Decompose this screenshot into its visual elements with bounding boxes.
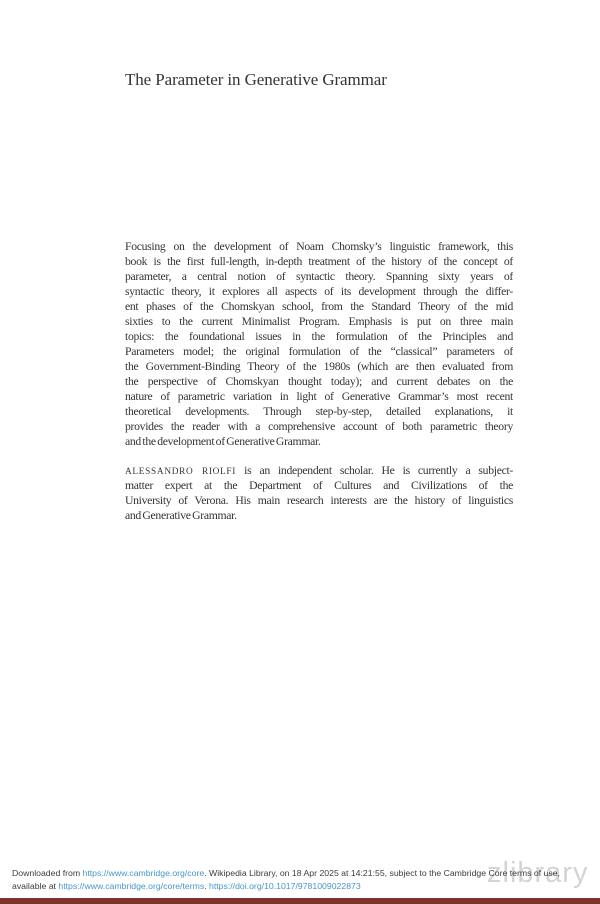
blurb-line: Parameters model; the original formulation of the “classical” parameters of (125, 345, 513, 358)
zlibrary-watermark: zlibrary (487, 857, 589, 889)
download-notice-line1 (12, 867, 597, 880)
download-notice-text: available at (12, 881, 59, 891)
author-bio (125, 463, 513, 523)
download-notice-text: . (204, 881, 210, 891)
doi-link[interactable]: https://doi.org/10.1017/9781009022873 (209, 881, 361, 891)
blurb-line: theoretical developments. Through step-by-step, detailed explanations, it (125, 405, 513, 418)
bio-line (125, 463, 513, 478)
blurb-line: syntactic theory, it explores all aspects of its development through the differ- (125, 285, 513, 298)
blurb-line: provides the reader with a comprehensive account of both parametric theory (125, 420, 513, 433)
bio-line-text: is an independent scholar. He is currently a subject- (236, 464, 513, 477)
download-notice-text: Downloaded from (12, 868, 83, 878)
core-terms-link[interactable]: https://www.cambridge.org/core/terms (58, 881, 205, 891)
download-notice (12, 867, 597, 893)
blurb-line: the Government-Binding Theory of the 1980s (which are then evaluated from (125, 360, 513, 373)
blurb-line: topics: the foundational issues in the formulation of the Principles and (125, 330, 513, 343)
cambridge-core-link[interactable]: https://www.cambridge.org/core (82, 868, 205, 878)
bottom-red-bar (0, 898, 600, 904)
page-title: The Parameter in Generative Grammar (125, 70, 387, 89)
download-notice-text: . Wikipedia Library, on 18 Apr 2025 at 14:21:55, subject to the Cambridge Core terms of use, (204, 868, 560, 878)
blurb-line: Focusing on the development of Noam Chomsky’s linguistic framework, this (125, 240, 513, 253)
bio-line: and Generative Grammar. (125, 509, 237, 522)
blurb-line: and the development of Generative Grammar. (125, 435, 321, 448)
blurb-line: ent phases of the Chomskyan school, from the Standard Theory of the mid (125, 300, 513, 313)
blurb-line: book is the first full-length, in-depth treatment of the history of the concept of (125, 255, 513, 268)
bio-line: matter expert at the Department of Cultures and Civilizations of the (125, 479, 513, 492)
blurb-line: the perspective of Chomskyan thought today); and current debates on the (125, 375, 513, 388)
bio-line: University of Verona. His main research interests are the history of linguistics (125, 494, 513, 507)
blurb-line: nature of parametric variation in light of Generative Grammar’s most recent (125, 390, 513, 403)
download-notice-line2 (12, 880, 597, 893)
author-name: ALESSANDRO RIOLFI (125, 467, 237, 477)
book-blurb (125, 239, 513, 449)
blurb-line: parameter, a central notion of syntactic theory. Spanning sixty years of (125, 270, 513, 283)
blurb-line: sixties to the current Minimalist Program. Emphasis is put on three main (125, 315, 513, 328)
